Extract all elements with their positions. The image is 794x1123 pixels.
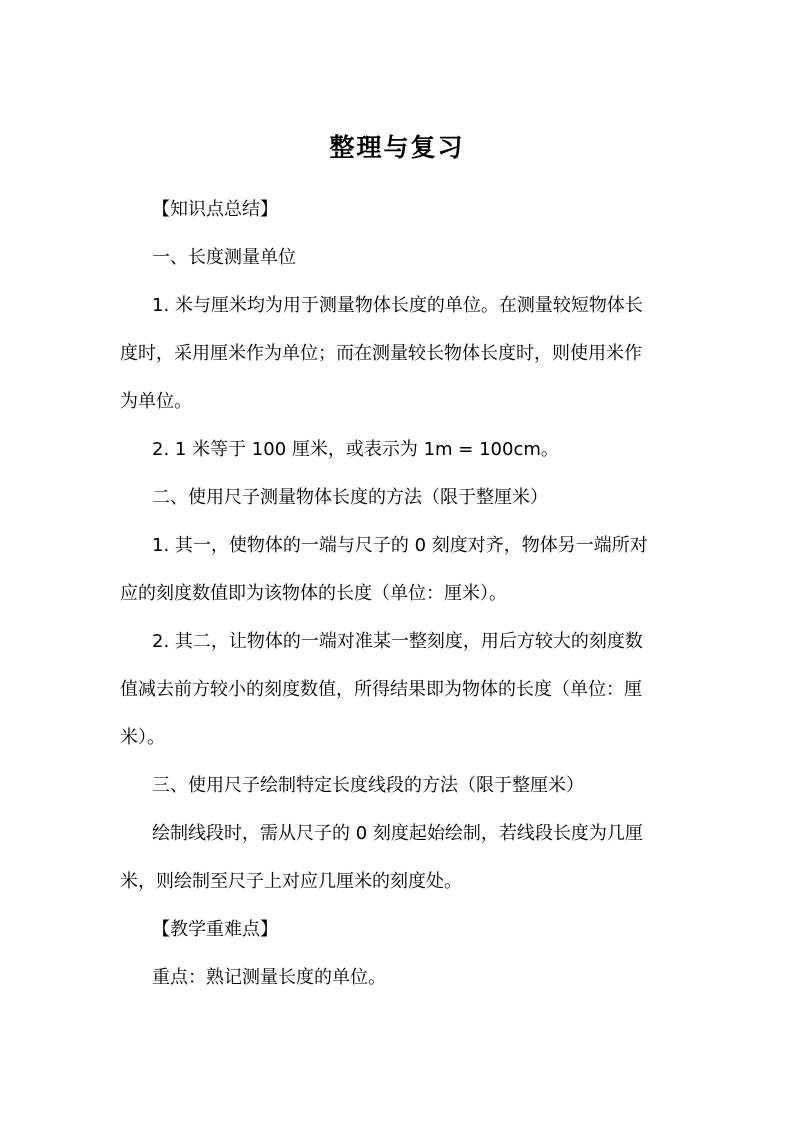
text-line: 值减去前方较小的刻度数值，所得结果即为物体的长度（单位：厘 [120,679,642,700]
page-title: 整理与复习 [329,133,465,162]
paragraph [120,912,665,960]
paragraph [120,528,665,624]
text-line: 二、使用尺子测量物体长度的方法（限于整厘米） [152,487,548,508]
text-line: 【教学重难点】 [152,919,278,940]
text-line: 2. 1 米等于 100 厘米，或表示为 1m = 100cm。 [152,439,559,460]
paragraph [120,288,665,432]
paragraph [120,480,665,528]
text-line: 米，则绘制至尺子上对应几厘米的刻度处。 [120,871,462,892]
paragraph [120,432,665,480]
text-line: 绘制线段时，需从尺子的 0 刻度起始绘制，若线段长度为几厘 [152,823,643,844]
text-line: 【知识点总结】 [152,199,278,220]
text-line: 一、长度测量单位 [152,247,296,268]
text-line: 度时，采用厘米作为单位；而在测量较长物体长度时，则使用米作 [120,343,642,364]
paragraph [120,624,665,768]
text-line: 重点：熟记测量长度的单位。 [152,967,386,988]
text-line: 1. 米与厘米均为用于测量物体长度的单位。在测量较短物体长 [152,295,643,316]
text-line: 1. 其一，使物体的一端与尺子的 0 刻度对齐，物体另一端所对 [152,535,648,556]
paragraph [120,768,665,816]
text-line: 米）。 [120,727,165,748]
paragraph [120,240,665,288]
text-line: 应的刻度数值即为该物体的长度（单位：厘米）。 [120,583,507,604]
paragraph [120,192,665,240]
paragraph [120,960,665,1008]
paragraph [120,816,665,912]
document-body [120,192,665,1008]
text-line: 三、使用尺子绘制特定长度线段的方法（限于整厘米） [152,775,584,796]
text-line: 为单位。 [120,391,192,412]
text-line: 2. 其二，让物体的一端对准某一整刻度，用后方较大的刻度数 [152,631,643,652]
